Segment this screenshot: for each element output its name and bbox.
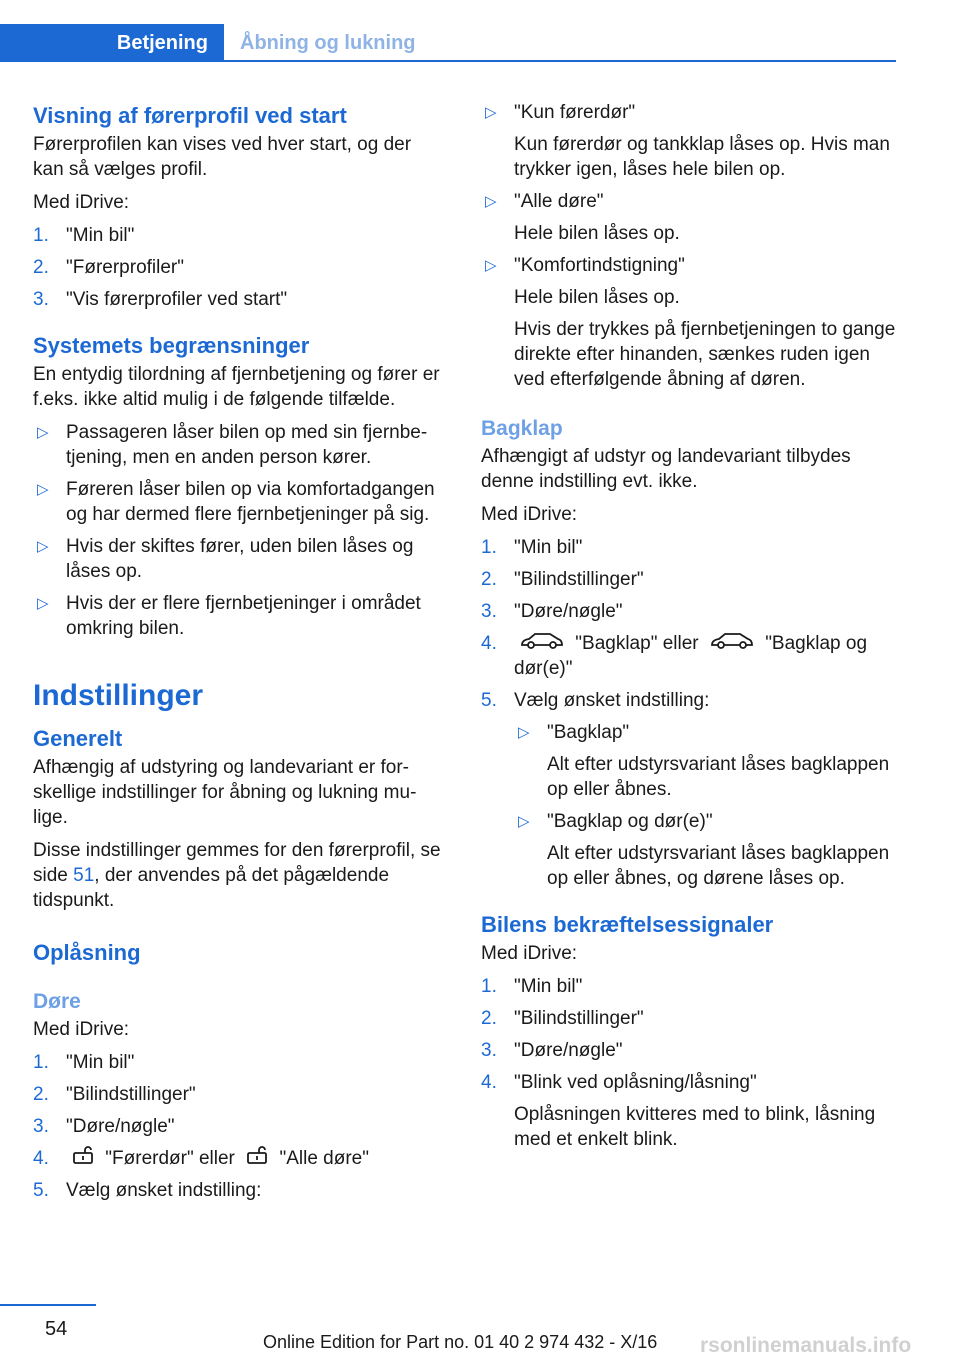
triangle-bullet-icon: ▷ — [37, 424, 49, 441]
section-heading: Systemets begrænsninger — [33, 333, 310, 358]
bullet-list — [481, 100, 896, 392]
list-item — [481, 599, 896, 624]
paragraph: Afhængigt af udstyr og landevariant tilbydes denne indstilling evt. ikke. — [481, 446, 851, 492]
list-text: "Bagklap og dør(e)" — [547, 811, 713, 833]
list-text: "Bagklap" — [547, 722, 630, 744]
list-item — [33, 591, 443, 641]
list-item — [33, 1146, 443, 1171]
list-item — [481, 631, 896, 681]
numbered-list — [481, 535, 896, 891]
list-item — [481, 100, 896, 182]
subsection-heading: Bagklap — [481, 417, 563, 440]
list-item — [514, 720, 896, 802]
list-number: 1. — [33, 1052, 49, 1073]
list-text: "Blink ved oplåsning/låsning" — [514, 1072, 757, 1094]
tab-betjening[interactable]: Betjening — [0, 24, 224, 62]
list-item — [33, 1050, 443, 1075]
list-item — [481, 567, 896, 592]
list-subtext: Kun førerdør og tankklap låses op. Hvis man trykker igen, låses hele bilen op. — [514, 134, 890, 180]
list-item — [33, 1114, 443, 1139]
list-number: 4. — [481, 633, 497, 654]
list-number: 1. — [481, 976, 497, 998]
list-number: 2. — [481, 1008, 497, 1030]
list-subtext: Alt efter udstyrsvariant låses bagklappen op eller åbnes. — [547, 754, 890, 801]
triangle-bullet-icon: ▷ — [485, 257, 497, 274]
list-item — [481, 974, 896, 999]
list-item — [33, 477, 443, 527]
list-item — [33, 420, 443, 470]
list-number: 3. — [33, 1116, 49, 1137]
numbered-list — [33, 1050, 443, 1203]
list-number: 3. — [33, 289, 49, 310]
paragraph: Afhængig af udstyring og landevariant er forskellige indstillinger for åbning og lukning mulige. — [33, 757, 417, 828]
triangle-bullet-icon: ▷ — [518, 813, 530, 831]
list-item — [33, 1082, 443, 1107]
list-text: "Bilindstillinger" — [514, 1008, 644, 1030]
page-link[interactable]: 51 — [73, 865, 95, 886]
list-subtext: Hele bilen låses op. — [514, 287, 680, 308]
section-heading: Generelt — [33, 726, 123, 751]
paragraph — [33, 838, 443, 913]
list-text: "Kun førerdør" — [514, 102, 636, 123]
list-text: "Komfortindstigning" — [514, 255, 685, 276]
page-number: 54 — [45, 1318, 68, 1340]
list-text: "Alle døre" — [279, 1148, 369, 1169]
list-number: 4. — [33, 1148, 49, 1169]
list-number: 1. — [33, 225, 49, 246]
list-item — [481, 253, 896, 392]
list-text: "Døre/nøgle" — [514, 601, 623, 622]
triangle-bullet-icon: ▷ — [518, 724, 530, 742]
section-heading: Oplåsning — [33, 940, 141, 965]
list-text: Føreren låser bilen op via komfortadgangen og har dermed flere fjernbetjeninger på sig. — [66, 479, 435, 525]
list-number: 2. — [33, 257, 49, 278]
list-text: "Døre/nøgle" — [66, 1116, 175, 1137]
left-column — [33, 100, 443, 1210]
list-text: "Førerdør" eller — [105, 1148, 235, 1169]
car-icon — [710, 631, 754, 656]
list-text: Vælg ønsket indstilling: — [514, 690, 710, 712]
list-text: "Bilindstillinger" — [66, 1084, 196, 1105]
list-text: "Bagklap" eller — [575, 633, 699, 654]
list-number: 4. — [481, 1072, 497, 1094]
list-text: Hvis der skiftes fører, uden bilen låses og låses op. — [66, 536, 414, 582]
list-item — [33, 287, 443, 312]
numbered-list — [481, 974, 896, 1152]
triangle-bullet-icon: ▷ — [37, 595, 49, 612]
list-text: Vælg ønsket indstilling: — [66, 1180, 262, 1202]
paragraph: Med iDrive: — [33, 1019, 130, 1040]
list-text: "Min bil" — [514, 537, 583, 558]
paragraph-text: Disse indstillinger gemmes for den førerprofil, se side — [33, 840, 441, 886]
list-item — [481, 1038, 896, 1063]
list-item — [481, 1006, 896, 1031]
tab-aabning-og-lukning[interactable]: Åbning og lukning — [240, 31, 416, 54]
list-number: 1. — [481, 537, 497, 558]
list-text: Hvis der er flere fjernbetjeninger i området omkring bilen. — [66, 593, 421, 639]
unlock-icon — [72, 1146, 94, 1171]
list-number: 3. — [481, 601, 497, 622]
list-text: "Bilindstillinger" — [514, 569, 644, 590]
list-subtext: Oplåsningen kvitteres med to blink, låsning med et enkelt blink. — [514, 1104, 876, 1151]
car-icon — [520, 631, 564, 656]
list-text: "Alle døre" — [514, 191, 604, 212]
triangle-bullet-icon: ▷ — [37, 538, 49, 555]
list-subtext: Hvis der trykkes på fjernbetjeningen to gange direkte efter hinanden, sænkes ruden igen ved efterfølgende åbning af døren. — [514, 319, 896, 390]
list-text: "Min bil" — [66, 225, 135, 246]
triangle-bullet-icon: ▷ — [37, 481, 49, 498]
chapter-heading: Indstillinger — [33, 679, 204, 712]
list-number: 3. — [481, 1040, 497, 1062]
list-item — [481, 688, 896, 891]
list-item — [481, 189, 896, 246]
nested-bullet-list — [514, 720, 896, 891]
list-number: 2. — [481, 569, 497, 590]
list-number: 5. — [481, 690, 497, 712]
watermark: rsonlinemanuals.info — [700, 1334, 912, 1357]
numbered-list — [33, 223, 443, 312]
list-text: "Førerprofiler" — [66, 257, 184, 278]
list-number: 2. — [33, 1084, 49, 1105]
list-subtext: Alt efter udstyrsvariant låses bagklappen op eller åbnes, og dørene låses op. — [547, 843, 890, 890]
footer-rule — [0, 1304, 96, 1306]
list-item — [481, 535, 896, 560]
section-heading: Visning af førerprofil ved start — [33, 103, 347, 128]
right-column — [481, 100, 896, 1159]
list-item — [33, 223, 443, 248]
list-item — [33, 255, 443, 280]
paragraph: Med iDrive: — [481, 943, 578, 965]
subsection-heading: Døre — [33, 990, 81, 1013]
paragraph: Med iDrive: — [481, 504, 578, 525]
paragraph: En entydig tilordning af fjernbetjening og fører er f.eks. ikke altid mulig i de følgende tilfælde. — [33, 364, 440, 410]
edition-text: Online Edition for Part no. 01 40 2 974 432 - X/16 — [263, 1332, 658, 1352]
unlock-icon — [246, 1146, 268, 1171]
paragraph-text: , der anvendes på det pågældende tidspunkt. — [33, 865, 390, 911]
bullet-list — [33, 420, 443, 641]
paragraph: Førerprofilen kan vises ved hver start, og der kan så vælges profil. — [33, 134, 412, 180]
list-number: 5. — [33, 1180, 49, 1202]
header-bar — [0, 24, 896, 62]
list-text: "Vis førerprofiler ved start" — [66, 289, 288, 310]
list-subtext: Hele bilen låses op. — [514, 223, 680, 244]
list-text: "Min bil" — [514, 976, 583, 998]
list-item — [514, 809, 896, 891]
list-text: "Døre/nøgle" — [514, 1040, 623, 1062]
list-text: "Min bil" — [66, 1052, 135, 1073]
triangle-bullet-icon: ▷ — [485, 193, 497, 210]
section-heading: Bilens bekræftelsessignaler — [481, 912, 774, 938]
list-text: Passageren låser bilen op med sin fjernbetjening, men en anden person kører. — [66, 422, 428, 468]
list-text: "Bagklap og dør(e)" — [514, 633, 868, 680]
list-item — [481, 1070, 896, 1152]
list-item — [33, 1178, 443, 1203]
list-item — [33, 534, 443, 584]
triangle-bullet-icon: ▷ — [485, 104, 497, 121]
paragraph: Med iDrive: — [33, 192, 130, 213]
